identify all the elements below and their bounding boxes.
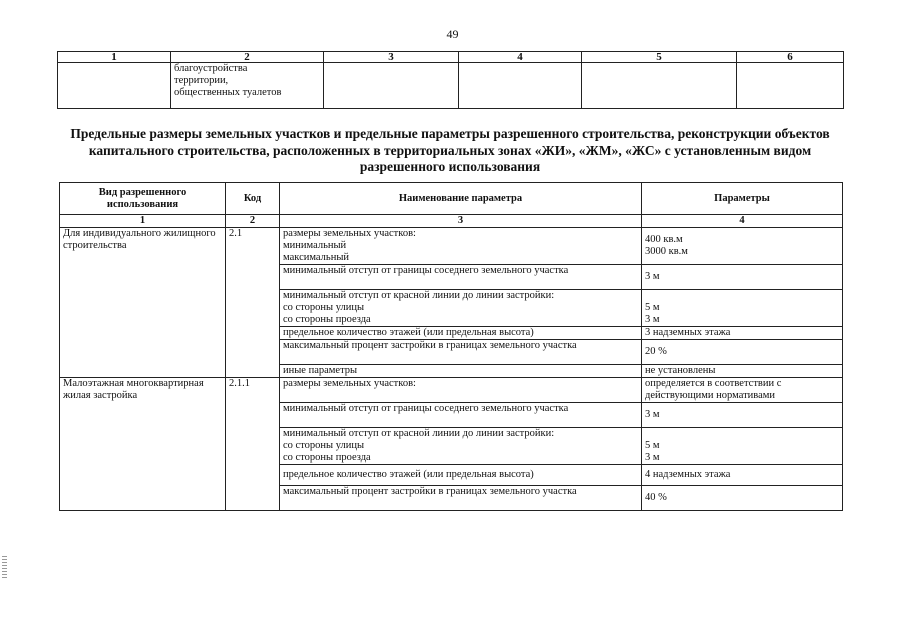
parameter-value-cell: 400 кв.м 3000 кв.м xyxy=(642,228,843,265)
parameter-value-cell: 3 м xyxy=(642,265,843,290)
parameter-value-cell: 3 м xyxy=(642,403,843,428)
parameter-value-cell: 40 % xyxy=(642,486,843,511)
parameter-value-cell: определяется в соответствии с действующими нормативами xyxy=(642,378,843,403)
column-numbers-row xyxy=(60,215,843,228)
parameter-name-cell: максимальный процент застройки в границах земельного участка xyxy=(280,340,642,365)
parameter-value-cell: 5 м 3 м xyxy=(642,290,843,327)
parameter-value-cell: не установлены xyxy=(642,365,843,378)
header-usage-type: Вид разрешенного использования xyxy=(60,183,226,215)
parameter-name-cell: предельное количество этажей (или предельная высота) xyxy=(280,465,642,486)
usage-type-cell: Для индивидуального жилищного строительства xyxy=(60,228,226,378)
table-cell xyxy=(459,63,582,109)
header-parameters: Параметры xyxy=(642,183,843,215)
parameter-value-cell: 3 надземных этажа xyxy=(642,327,843,340)
header-parameter-name: Наименование параметра xyxy=(280,183,642,215)
column-number: 4 xyxy=(642,215,843,228)
code-cell: 2.1 xyxy=(226,228,280,378)
table-row xyxy=(58,63,844,109)
column-number: 1 xyxy=(60,215,226,228)
table-cell xyxy=(582,63,737,109)
usage-type-cell: Малоэтажная многоквартирная жилая застройка xyxy=(60,378,226,511)
header-code: Код xyxy=(226,183,280,215)
parameter-name-cell: иные параметры xyxy=(280,365,642,378)
column-number: 3 xyxy=(280,215,642,228)
column-number: 2 xyxy=(171,52,324,63)
parameter-name-cell: размеры земельных участков: минимальный максимальный xyxy=(280,228,642,265)
table-row xyxy=(60,378,843,403)
parameter-name-cell: минимальный отступ от красной линии до линии застройки: со стороны улицы со стороны проезда xyxy=(280,290,642,327)
table-cell xyxy=(324,63,459,109)
table-cell: благоустройства территории, общественных туалетов xyxy=(171,63,324,109)
parameter-name-cell: минимальный отступ от красной линии до линии застройки: со стороны улицы со стороны проезда xyxy=(280,428,642,465)
table-cell xyxy=(58,63,171,109)
column-number: 4 xyxy=(459,52,582,63)
section-title: Предельные размеры земельных участков и предельные параметры разрешенного строительства, реконструкции объектов капитального строительства, расположенных в территориальных зонах «ЖИ», «ЖМ», «ЖС» с установленным видом разрешенного использования xyxy=(70,126,830,174)
column-number: 6 xyxy=(737,52,844,63)
column-number: 2 xyxy=(226,215,280,228)
parameter-value-cell: 20 % xyxy=(642,340,843,365)
table-header-row xyxy=(60,183,843,215)
table-row xyxy=(60,228,843,265)
column-number: 5 xyxy=(582,52,737,63)
column-number: 3 xyxy=(324,52,459,63)
table-header-row xyxy=(58,52,844,63)
parameter-name-cell: минимальный отступ от границы соседнего земельного участка xyxy=(280,265,642,290)
table-cell xyxy=(737,63,844,109)
parameter-value-cell: 5 м 3 м xyxy=(642,428,843,465)
parameters-table xyxy=(59,182,843,511)
parameter-value-cell: 4 надземных этажа xyxy=(642,465,843,486)
code-cell: 2.1.1 xyxy=(226,378,280,511)
page-number: 49 xyxy=(446,27,459,41)
parameter-name-cell: максимальный процент застройки в границах земельного участка xyxy=(280,486,642,511)
parameter-name-cell: предельное количество этажей (или предельная высота) xyxy=(280,327,642,340)
margin-mark xyxy=(2,556,7,578)
parameter-name-cell: минимальный отступ от границы соседнего земельного участка xyxy=(280,403,642,428)
parameter-name-cell: размеры земельных участков: xyxy=(280,378,642,403)
continued-table xyxy=(57,51,844,109)
column-number: 1 xyxy=(58,52,171,63)
